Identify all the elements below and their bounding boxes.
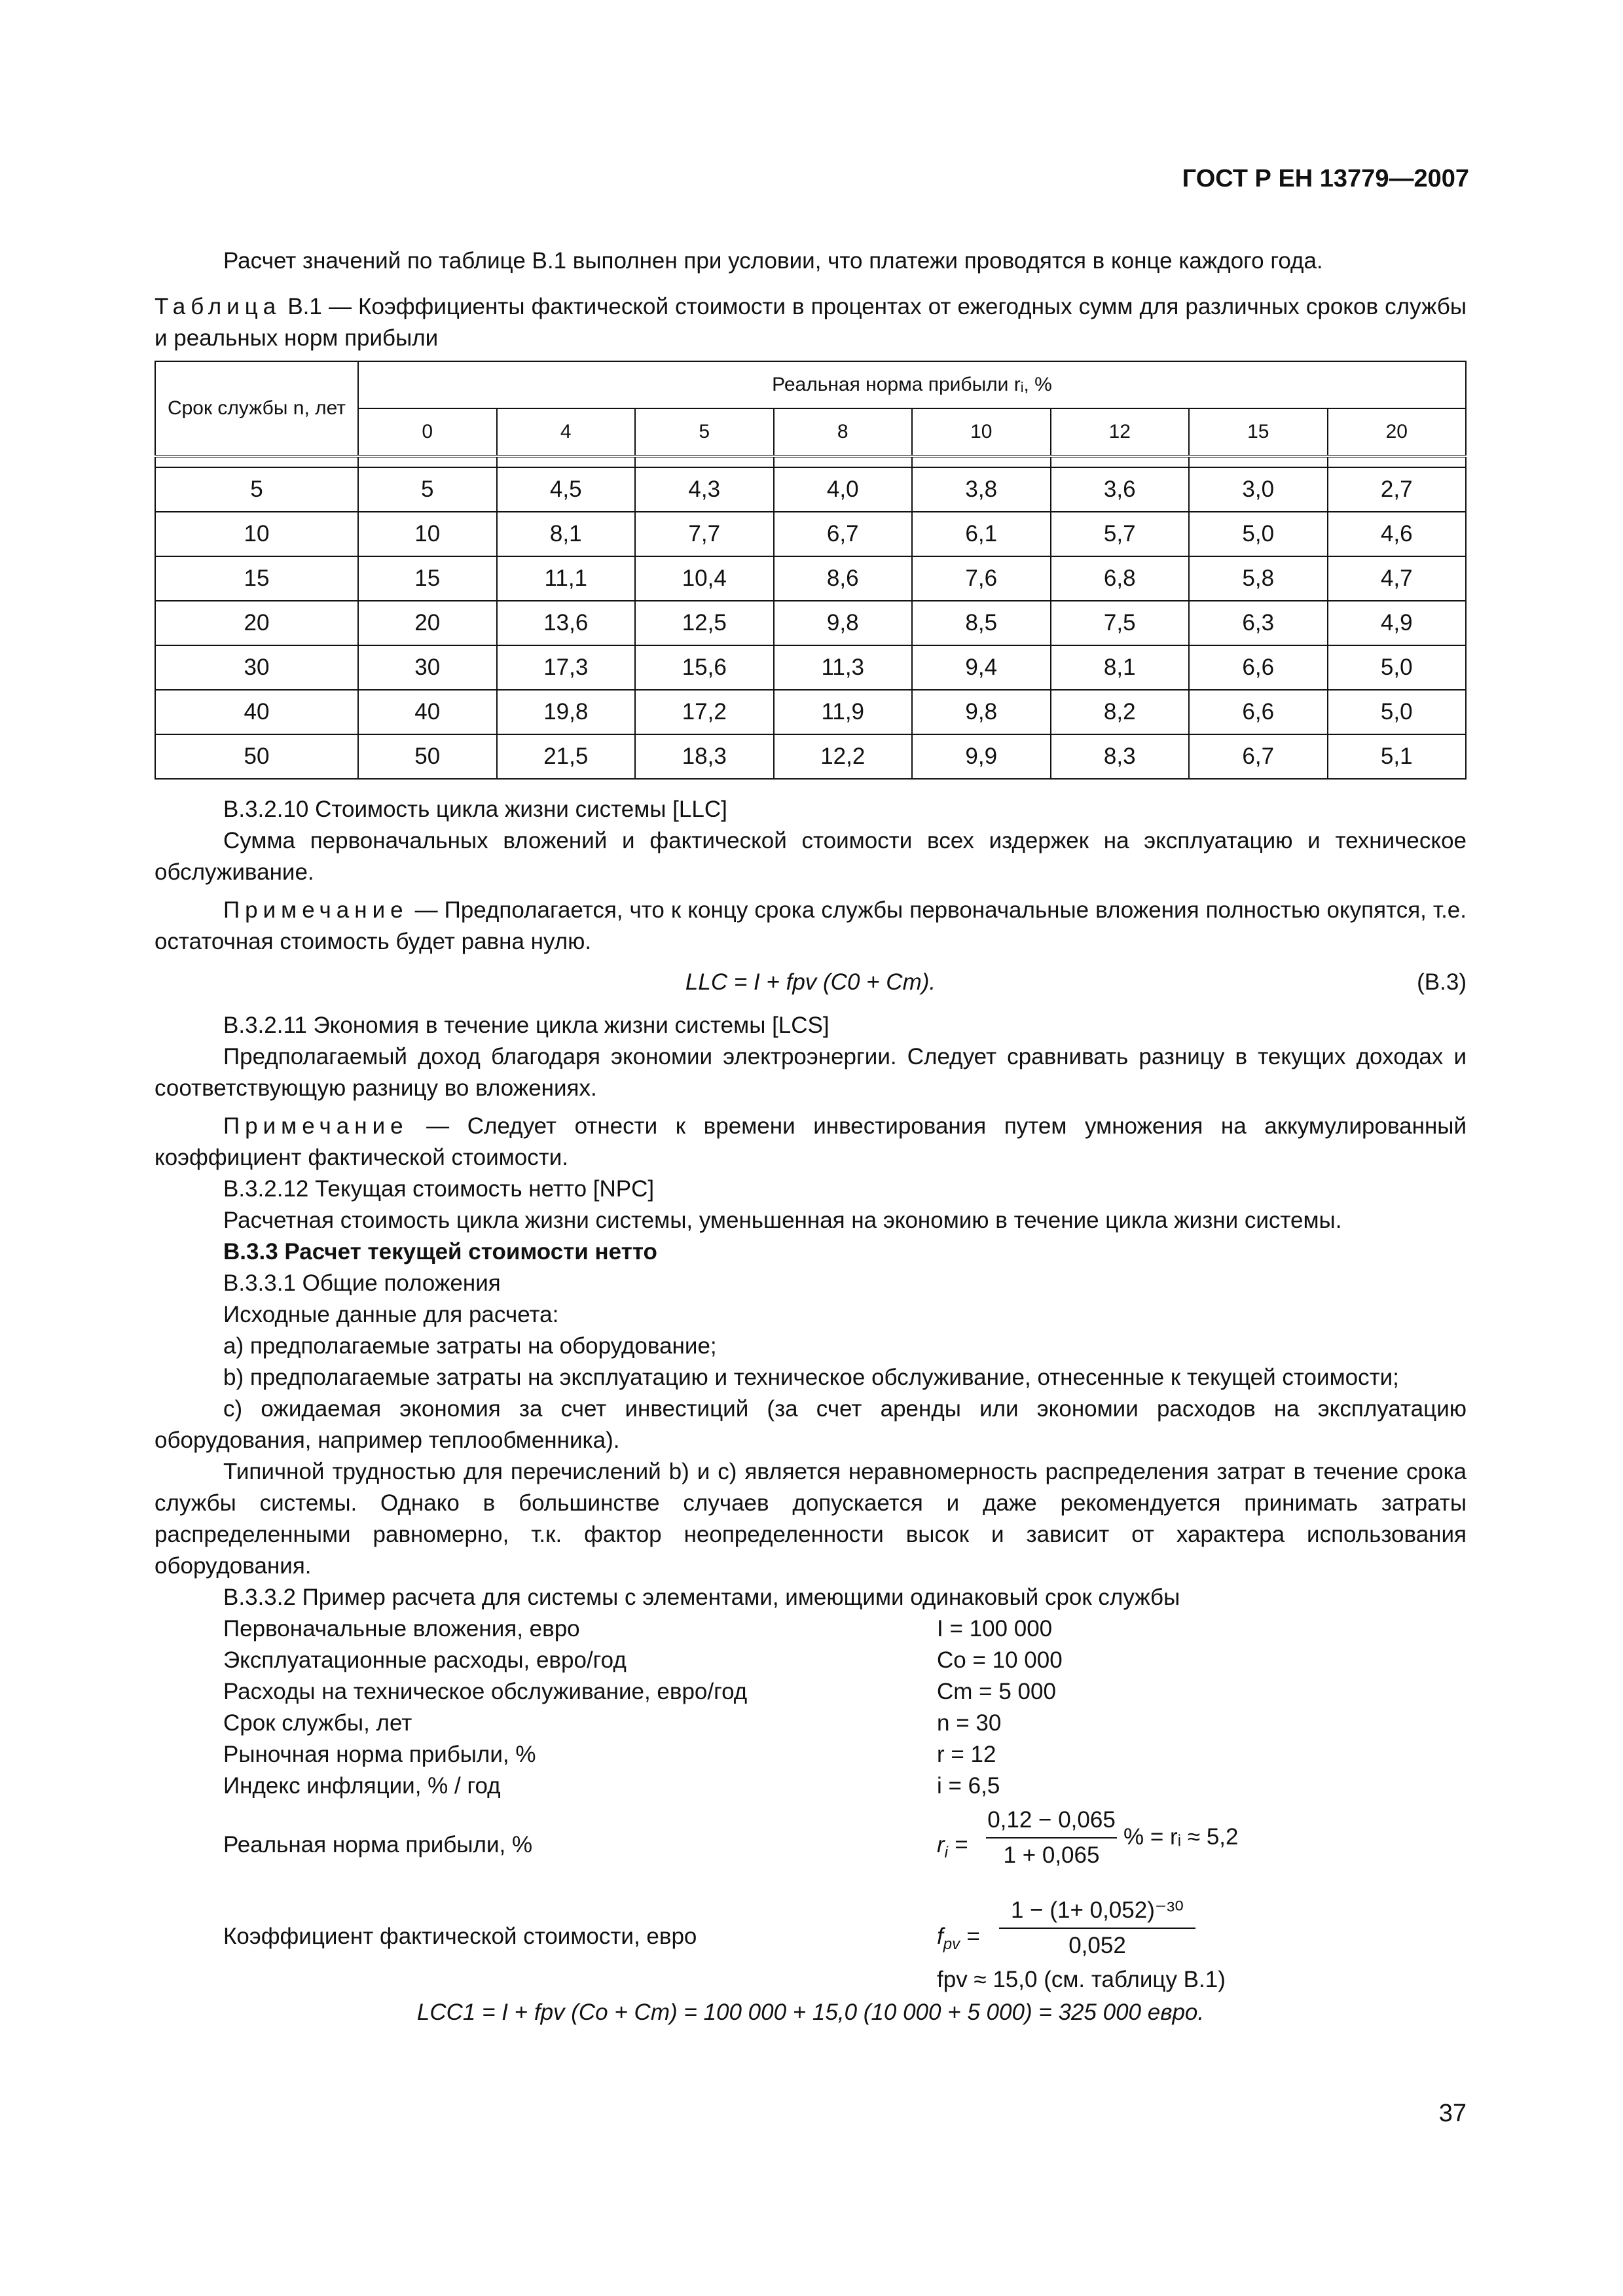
pv-factor-label: Коэффициент фактической стоимости, евро: [223, 1924, 697, 1949]
parameter-label: Индекс инфляции, % / год: [223, 1773, 501, 1799]
table-cell: 5,8: [1189, 556, 1328, 601]
table-header-rate-5: 5: [635, 408, 774, 456]
table-cell: 8,3: [1051, 734, 1190, 779]
table-cell: 9,8: [774, 601, 913, 645]
table-header-rate-10: 10: [912, 408, 1051, 456]
note-1: [155, 895, 1467, 958]
table-cell: 3,0: [1189, 467, 1328, 512]
table-cell: 40: [358, 690, 497, 734]
section-b331-paragraph: Типичной трудностью для перечислений b) и c) является неравномерность распределения затрат в течение срока службы системы. Однако в большинстве случаев допускается и даже рекомендуется принимать затраты распределенными равномерно, т.к. фактор неопределенности высок и зависит от характера использования оборудования.: [155, 1459, 1467, 1579]
table-cell: 4,9: [1328, 601, 1467, 645]
intro-paragraph: Расчет значений по таблице В.1 выполнен при условии, что платежи проводятся в конце каждого года.: [223, 248, 1323, 274]
table-cell: 8,1: [1051, 645, 1190, 690]
table-cell: 6,1: [912, 512, 1051, 556]
section-b3211-title: В.3.2.11 Экономия в течение цикла жизни системы [LCS]: [223, 1013, 830, 1038]
formula-b3-expression: LLC = I + fpv (C0 + Cm).: [685, 969, 936, 995]
table-row: [155, 645, 1466, 690]
table-cell: 5,7: [1051, 512, 1190, 556]
section-b3211-text: Предполагаемый доход благодаря экономии электроэнергии. Следует сравнивать разницу в текущих доходах и соответствующую разницу во вложениях.: [155, 1044, 1467, 1101]
real-rate-denominator: 1 + 0,065: [1003, 1842, 1100, 1868]
table-cell: 5,0: [1328, 690, 1467, 734]
real-rate-symbol: $r_i$ =: [937, 1832, 968, 1861]
table-cell: 21,5: [497, 734, 636, 779]
table-cell: 20: [358, 601, 497, 645]
real-rate-label: Реальная норма прибыли, %: [223, 1832, 533, 1857]
lcc-result-formula: LCC1 = I + fpv (Co + Cm) = 100 000 + 15,0 (10 000 + 5 000) = 325 000 евро.: [416, 2000, 1205, 2025]
table-cell: 13,6: [497, 601, 636, 645]
table-cell: 6,7: [1189, 734, 1328, 779]
table-cell: 10: [155, 512, 358, 556]
list-item-b: b) предполагаемые затраты на эксплуатацию и техническое обслуживание, отнесенные к текущей стоимости;: [223, 1365, 1399, 1390]
table-cell: 10,4: [635, 556, 774, 601]
section-b331-intro: Исходные данные для расчета:: [223, 1302, 559, 1327]
section-b3212-title: В.3.2.12 Текущая стоимость нетто [NPC]: [223, 1176, 655, 1202]
table-cell: 5,0: [1189, 512, 1328, 556]
table-cell: 6,6: [1189, 690, 1328, 734]
table-cell: 50: [155, 734, 358, 779]
table-cell: 17,3: [497, 645, 636, 690]
parameter-label: Рыночная норма прибыли, %: [223, 1742, 536, 1767]
table-header-separator: [155, 456, 1466, 467]
section-b332-title: В.3.3.2 Пример расчета для системы с элементами, имеющими одинаковый срок службы: [223, 1585, 1180, 1610]
table-cell: 2,7: [1328, 467, 1467, 512]
table-cell: 7,6: [912, 556, 1051, 601]
pv-factor-symbol: $f_{pv}$ =: [937, 1924, 980, 1953]
parameter-value: r = 12: [937, 1742, 996, 1767]
table-cell: 4,0: [774, 467, 913, 512]
page-number: 37: [1438, 2100, 1467, 2127]
note-1-label: Примечание: [223, 897, 409, 923]
table-header-rate-12: 12: [1051, 408, 1190, 456]
table-cell: 11,1: [497, 556, 636, 601]
present-value-factor-formula: [155, 1895, 1467, 1993]
list-item-c: c) ожидаемая экономия за счет инвестиций (за счет аренды или экономии расходов на эксплуатацию оборудования, например теплообменника).: [155, 1396, 1467, 1453]
table-header-rate-4: 4: [497, 408, 636, 456]
table-row: [155, 734, 1466, 779]
table-row: [155, 690, 1466, 734]
parameter-value: Co = 10 000: [937, 1647, 1063, 1673]
pv-factor-fraction-line: [999, 1928, 1195, 1929]
table-cell: 30: [358, 645, 497, 690]
parameter-value: Cm = 5 000: [937, 1679, 1056, 1704]
note-2-text: — Следует отнести к времени инвестирования путем умножения на аккумулированный коэффициент фактической стоимости.: [155, 1113, 1467, 1170]
pv-factor-numerator: 1 − (1+ 0,052)⁻³⁰: [1010, 1897, 1184, 1923]
table-cell: 4,7: [1328, 556, 1467, 601]
table-cell: 3,6: [1051, 467, 1190, 512]
table-cell: 6,3: [1189, 601, 1328, 645]
table-cell: 8,1: [497, 512, 636, 556]
coefficients-table: [155, 361, 1467, 780]
pv-factor-denominator: 0,052: [1068, 1933, 1126, 1958]
table-caption-text: В.1 — Коэффициенты фактической стоимости в процентах от ежегодных сумм для различных сроков службы и реальных норм прибыли: [155, 294, 1467, 351]
table-cell: 12,2: [774, 734, 913, 779]
table-cell: 9,9: [912, 734, 1051, 779]
table-row: [155, 556, 1466, 601]
table-caption-prefix: Таблица: [155, 294, 282, 319]
table-cell: 7,5: [1051, 601, 1190, 645]
section-b331-title: В.3.3.1 Общие положения: [223, 1270, 501, 1296]
table-cell: 15: [155, 556, 358, 601]
formula-b3-number: (В.3): [1417, 969, 1467, 995]
table-header-rate-group: Реальная норма прибыли rᵢ, %: [358, 361, 1466, 408]
formula-b3: [155, 964, 1467, 1001]
table-cell: 11,9: [774, 690, 913, 734]
table-cell: 20: [155, 601, 358, 645]
parameter-value: n = 30: [937, 1710, 1002, 1736]
document-header: ГОСТ Р ЕН 13779—2007: [1182, 165, 1469, 192]
table-cell: 6,8: [1051, 556, 1190, 601]
table-cell: 17,2: [635, 690, 774, 734]
table-cell: 9,4: [912, 645, 1051, 690]
table-cell: 4,5: [497, 467, 636, 512]
table-cell: 12,5: [635, 601, 774, 645]
table-row: [155, 601, 1466, 645]
table-cell: 5: [155, 467, 358, 512]
table-cell: 5,0: [1328, 645, 1467, 690]
parameter-value: i = 6,5: [937, 1773, 1000, 1799]
real-rate-numerator: 0,12 − 0,065: [987, 1807, 1116, 1833]
parameter-label: Эксплуатационные расходы, евро/год: [223, 1647, 627, 1673]
pv-factor-result: fpv ≈ 15,0 (см. таблицу В.1): [937, 1967, 1226, 1992]
note-1-text: — Предполагается, что к концу срока службы первоначальные вложения полностью окупятся, т.е. остаточная стоимость будет равна нулю.: [155, 897, 1467, 954]
table-cell: 50: [358, 734, 497, 779]
real-rate-fraction-line: [986, 1837, 1117, 1839]
note-2: [155, 1111, 1467, 1174]
parameter-label: Первоначальные вложения, евро: [223, 1616, 580, 1641]
table-cell: 5: [358, 467, 497, 512]
table-cell: 4,6: [1328, 512, 1467, 556]
table-cell: 30: [155, 645, 358, 690]
table-cell: 18,3: [635, 734, 774, 779]
table-cell: 6,7: [774, 512, 913, 556]
table-header-rate-8: 8: [774, 408, 913, 456]
section-b3212-text: Расчетная стоимость цикла жизни системы, уменьшенная на экономию в течение цикла жизни системы.: [223, 1208, 1342, 1233]
list-item-a: a) предполагаемые затраты на оборудование;: [223, 1333, 717, 1359]
table-cell: 8,5: [912, 601, 1051, 645]
table-cell: 8,2: [1051, 690, 1190, 734]
section-b3210-text: Сумма первоначальных вложений и фактической стоимости всех издержек на эксплуатацию и техническое обслуживание.: [155, 828, 1467, 885]
table-cell: 5,1: [1328, 734, 1467, 779]
page-content: [155, 245, 1467, 2028]
parameter-label: Расходы на техническое обслуживание, евро/год: [223, 1679, 748, 1704]
table-cell: 9,8: [912, 690, 1051, 734]
table-cell: 40: [155, 690, 358, 734]
table-row: [155, 467, 1466, 512]
real-rate-formula: [155, 1803, 1467, 1895]
note-2-label: Примечание: [223, 1113, 409, 1139]
table-cell: 8,6: [774, 556, 913, 601]
parameters-list: [155, 1613, 1467, 1803]
table-cell: 10: [358, 512, 497, 556]
parameter-label: Срок службы, лет: [223, 1710, 412, 1736]
table-cell: 11,3: [774, 645, 913, 690]
section-b33-title: В.3.3 Расчет текущей стоимости нетто: [223, 1239, 657, 1265]
section-b3210-title: В.3.2.10 Стоимость цикла жизни системы [LLC]: [223, 797, 727, 822]
table-header-rate-0: 0: [358, 408, 497, 456]
table-cell: 4,3: [635, 467, 774, 512]
table-header-rate-20: 20: [1328, 408, 1467, 456]
table-header-service-life: Срок службы n, лет: [155, 361, 358, 456]
table-row: [155, 512, 1466, 556]
table-cell: 3,8: [912, 467, 1051, 512]
table-cell: 15: [358, 556, 497, 601]
real-rate-result: % = rᵢ ≈ 5,2: [1123, 1824, 1239, 1850]
table-body: [155, 467, 1466, 779]
table-cell: 6,6: [1189, 645, 1328, 690]
table-cell: 15,6: [635, 645, 774, 690]
parameter-value: I = 100 000: [937, 1616, 1053, 1641]
table-caption: [155, 291, 1467, 354]
table-cell: 7,7: [635, 512, 774, 556]
table-cell: 19,8: [497, 690, 636, 734]
table-header-rate-15: 15: [1189, 408, 1328, 456]
